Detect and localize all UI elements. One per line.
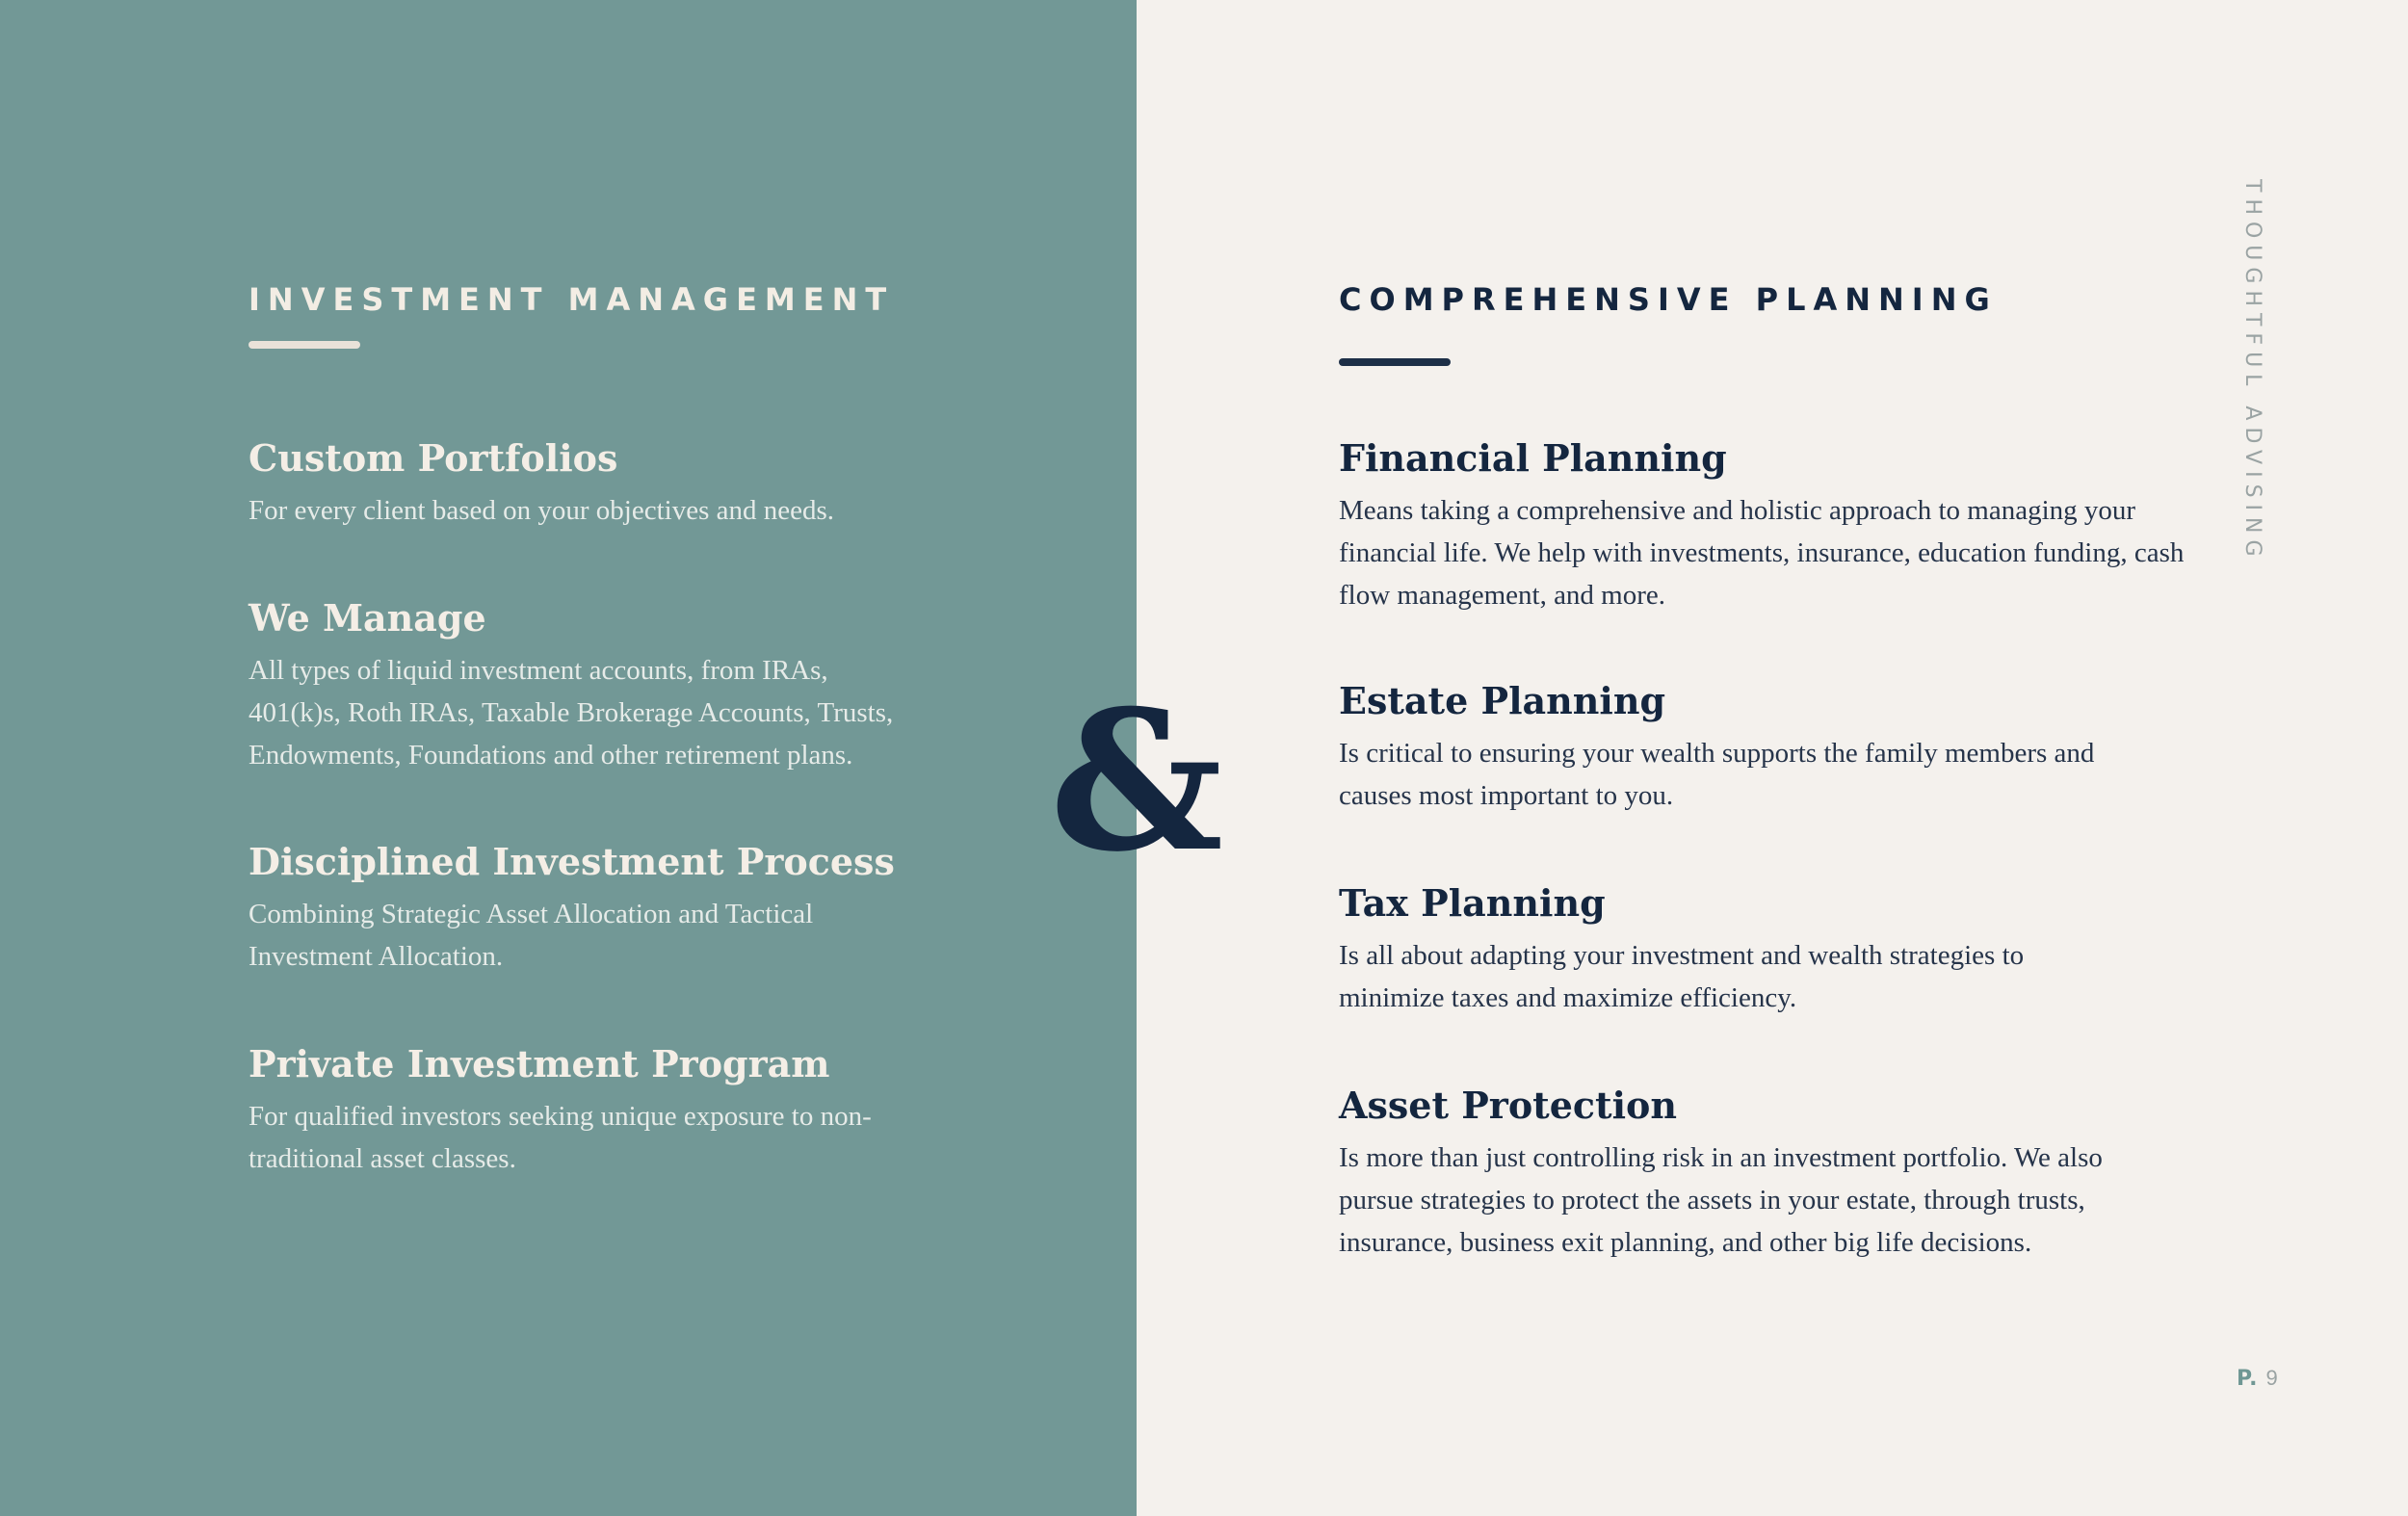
page-number-value: 9: [2265, 1366, 2278, 1390]
estate-planning-body: Is critical to ensuring your wealth supports the family members and causes most important to you.: [1339, 738, 2095, 811]
thoughtful-advising-label: THOUGHTFUL ADVISING: [2240, 179, 2264, 563]
financial-planning-body: Means taking a comprehensive and holistic approach to managing your financial life. We help with investments, insurance, education funding, cash flow management, and more.: [1339, 495, 2185, 611]
tax-planning-body: Is all about adapting your investment and wealth strategies to minimize taxes and maximize efficiency.: [1339, 940, 2025, 1013]
custom-portfolios-item: [249, 435, 981, 532]
page-prefix: P.: [2237, 1367, 2259, 1391]
page-number: [2237, 1366, 2278, 1391]
disciplined-investment-process-item: [249, 839, 981, 978]
investment-management-rule: [249, 341, 360, 349]
investment-management-heading: INVESTMENT MANAGEMENT: [249, 281, 895, 318]
ampersand-glyph: &: [1049, 668, 1224, 895]
financial-planning-item: [1339, 435, 2186, 616]
comprehensive-planning-rule: [1339, 358, 1451, 366]
custom-portfolios-title: Custom Portfolios: [249, 436, 618, 480]
asset-protection-body: Is more than just controlling risk in an investment portfolio. We also pursue strategies to protect the assets in your estate, through trusts, insurance, business exit planning, and other big life decisions.: [1339, 1142, 2103, 1258]
disciplined-investment-process-title: Disciplined Investment Process: [249, 840, 895, 883]
custom-portfolios-body: For every client based on your objectives and needs.: [249, 495, 835, 526]
tax-planning-item: [1339, 880, 2186, 1019]
financial-planning-title: Financial Planning: [1339, 436, 1727, 480]
disciplined-investment-process-body: Combining Strategic Asset Allocation and Tactical Investment Allocation.: [249, 899, 814, 972]
we-manage-body: All types of liquid investment accounts, from IRAs, 401(k)s, Roth IRAs, Taxable Brokerage Accounts, Trusts, Endowments, Foundations and other retirement plans.: [249, 655, 894, 771]
we-manage-item: [249, 595, 981, 776]
private-investment-program-item: [249, 1041, 981, 1180]
asset-protection-item: [1339, 1083, 2186, 1264]
estate-planning-title: Estate Planning: [1339, 679, 1666, 722]
we-manage-title: We Manage: [249, 596, 486, 640]
private-investment-program-title: Private Investment Program: [249, 1042, 830, 1085]
asset-protection-title: Asset Protection: [1339, 1084, 1677, 1127]
comprehensive-planning-heading: COMPREHENSIVE PLANNING: [1339, 281, 1998, 318]
private-investment-program-body: For qualified investors seeking unique exposure to non-traditional asset classes.: [249, 1101, 872, 1174]
tax-planning-title: Tax Planning: [1339, 881, 1606, 925]
estate-planning-item: [1339, 678, 2186, 817]
